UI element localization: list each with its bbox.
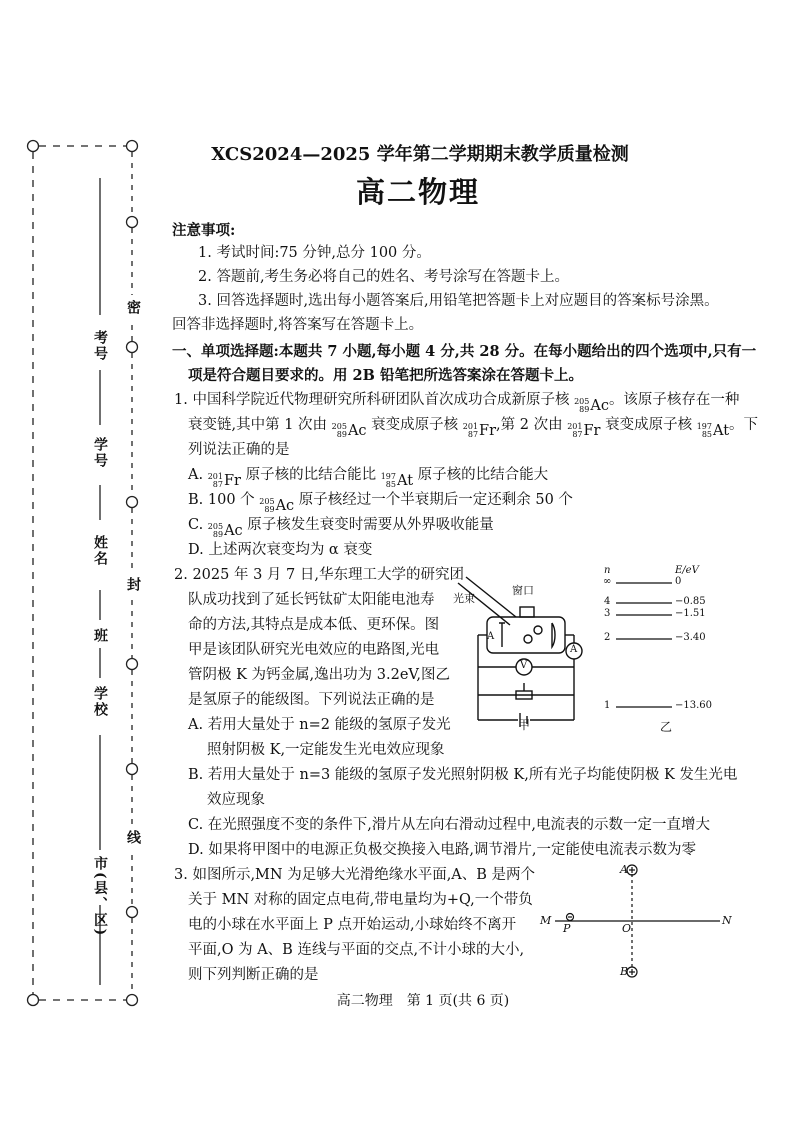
fig-yi-level-4-n: 4 bbox=[604, 596, 611, 607]
q1-option-b: B. 100 个 205 89 Ac 原子核经过一个半衰期后一定还剩余 50 个 bbox=[188, 492, 573, 514]
notice-item-3: 3. 回答选择题时,选出每小题答案后,用铅笔把答题卡上对应题目的答案标号涂黑。 bbox=[198, 293, 719, 309]
q1-option-c: C. 205 89 Ac 原子核发生衰变时需要从外界吸收能量 bbox=[188, 517, 494, 539]
notice-item-3-cont: 回答非选择题时,将答案写在答题卡上。 bbox=[172, 317, 424, 333]
fig-yi-level-3-e: −1.51 bbox=[675, 608, 706, 619]
notice-item-1: 1. 考试时间:75 分钟,总分 100 分。 bbox=[198, 245, 431, 261]
margin-label-xuexiao: 学校 bbox=[92, 686, 108, 718]
q1-option-d: D. 上述两次衰变均为 α 衰变 bbox=[188, 542, 373, 558]
q3-fig-label-n: N bbox=[722, 914, 732, 927]
fig-jia-label-guangshu: 光束 bbox=[453, 592, 475, 605]
exam-title: XCS2024—2025 学年第二学期期末教学质量检测 bbox=[211, 144, 629, 165]
q3-line3: 电的小球在水平面上 P 点开始运动,小球始终不离开 bbox=[188, 917, 517, 933]
q3-line5: 则下列判断正确的是 bbox=[188, 967, 319, 983]
page-footer: 高二物理 第 1 页(共 6 页) bbox=[336, 993, 510, 1009]
q2-option-b1: B. 若用大量处于 n=3 能级的氢原子发光照射阴极 K,所有光子均能使阴极 K 发生光电 bbox=[188, 767, 738, 783]
margin-mark-feng: 封 bbox=[125, 577, 141, 593]
q1-option-a: A. 201 87 Fr 原子核的比结合能比 197 85 At 原子核的比结合能大 bbox=[188, 467, 549, 489]
q2-line6: 是氢原子的能级图。下列说法正确的是 bbox=[188, 692, 435, 708]
fig-yi-level-2-n: 2 bbox=[604, 632, 611, 643]
margin-label-xingming: 姓名 bbox=[92, 535, 108, 567]
section1-heading-line1: 一、单项选择题:本题共 7 小题,每小题 4 分,共 28 分。在每小题给出的四个选项中,只有一 bbox=[172, 343, 757, 360]
fig-yi-n-label: n bbox=[604, 565, 611, 576]
fig-yi-level-inf-n: ∞ bbox=[603, 576, 612, 587]
q2-line1: 2. 2025 年 3 月 7 日,华东理工大学的研究团 bbox=[174, 567, 464, 583]
q2-option-b2: 效应现象 bbox=[207, 792, 265, 808]
q3-line1: 3. 如图所示,MN 为足够大光滑绝缘水平面,A、B 是两个 bbox=[174, 867, 536, 883]
fig-jia-label-a: A bbox=[487, 631, 495, 642]
margin-label-ban: 班 bbox=[92, 628, 108, 644]
q1-line1: 1. 中国科学院近代物理研究所科研团队首次成功合成新原子核 205 89 Ac 。该原子核存在一种 bbox=[174, 389, 739, 418]
fig-yi-e-label: E/eV bbox=[675, 565, 699, 576]
q2-line4: 甲是该团队研究光电效应的电路图,光电 bbox=[188, 642, 440, 658]
fig-yi-level-3-n: 3 bbox=[604, 608, 611, 619]
q3-line2: 关于 MN 对称的固定点电荷,带电量均为+Q,一个带负 bbox=[188, 892, 533, 908]
q1-line3: 列说法正确的是 bbox=[188, 442, 290, 458]
notice-item-2: 2. 答题前,考生务必将自己的姓名、考号涂写在答题卡上。 bbox=[198, 269, 570, 285]
section1-heading-line2: 项是符合题目要求的。用 2B 铅笔把所选答案涂在答题卡上。 bbox=[188, 367, 583, 384]
q2-option-a2: 照射阴极 K,一定能发生光电效应现象 bbox=[207, 742, 445, 758]
fig-yi-level-inf-e: 0 bbox=[675, 576, 682, 587]
q2-option-a1: A. 若用大量处于 n=2 能级的氢原子发光 bbox=[188, 717, 451, 733]
margin-label-kaohao: 考号 bbox=[92, 330, 108, 362]
fig-jia-label-ammeter: A bbox=[570, 644, 578, 655]
q2-line3: 命的方法,其特点是成本低、更环保。图 bbox=[188, 617, 440, 633]
q1-line2: 衰变链,其中第 1 次由 205 89 Ac 衰变成原子核 201 87 Fr ,第 2 次由 201 87 Fr 衰变成原子核 197 85 At 。下 bbox=[188, 417, 759, 439]
q3-fig-label-a: A bbox=[620, 863, 628, 876]
q3-line4: 平面,O 为 A、B 连线与平面的交点,不计小球的大小, bbox=[188, 942, 525, 958]
margin-label-shi: 市(县、区) bbox=[92, 856, 108, 938]
fig-jia-label-chuangkou: 窗口 bbox=[512, 584, 534, 597]
q2-line2: 队成功找到了延长钙钛矿太阳能电池寿 bbox=[188, 592, 435, 608]
q2-line5: 管阴极 K 为钙金属,逸出功为 3.2eV,图乙 bbox=[188, 667, 450, 683]
margin-mark-mi: 密 bbox=[125, 300, 141, 316]
fig-yi-level-4-e: −0.85 bbox=[675, 596, 706, 607]
q3-fig-label-o: O bbox=[622, 922, 632, 935]
fig-jia-caption: 甲 bbox=[518, 718, 531, 732]
fig-yi-level-1-e: −13.60 bbox=[675, 700, 713, 711]
margin-label-xuehao: 学号 bbox=[92, 437, 108, 469]
subject-title: 高二物理 bbox=[355, 175, 480, 209]
fig-jia-label-v: V bbox=[520, 660, 528, 671]
fig-yi-caption: 乙 bbox=[660, 720, 673, 734]
q3-fig-label-p: P bbox=[563, 922, 571, 935]
fig-yi-level-1-n: 1 bbox=[604, 700, 611, 711]
q2-option-c: C. 在光照强度不变的条件下,滑片从左向右滑动过程中,电流表的示数一定一直增大 bbox=[188, 817, 711, 833]
q3-fig-label-b: B bbox=[620, 965, 629, 978]
notice-heading: 注意事项: bbox=[172, 222, 236, 239]
q2-option-d: D. 如果将甲图中的电源正负极交换接入电路,调节滑片,一定能使电流表示数为零 bbox=[188, 842, 697, 858]
margin-mark-xian: 线 bbox=[125, 830, 141, 846]
nuclide-ac: 205 89 Ac bbox=[574, 397, 609, 414]
fig-yi-level-2-e: −3.40 bbox=[675, 632, 706, 643]
q3-fig-label-m: M bbox=[540, 914, 552, 927]
